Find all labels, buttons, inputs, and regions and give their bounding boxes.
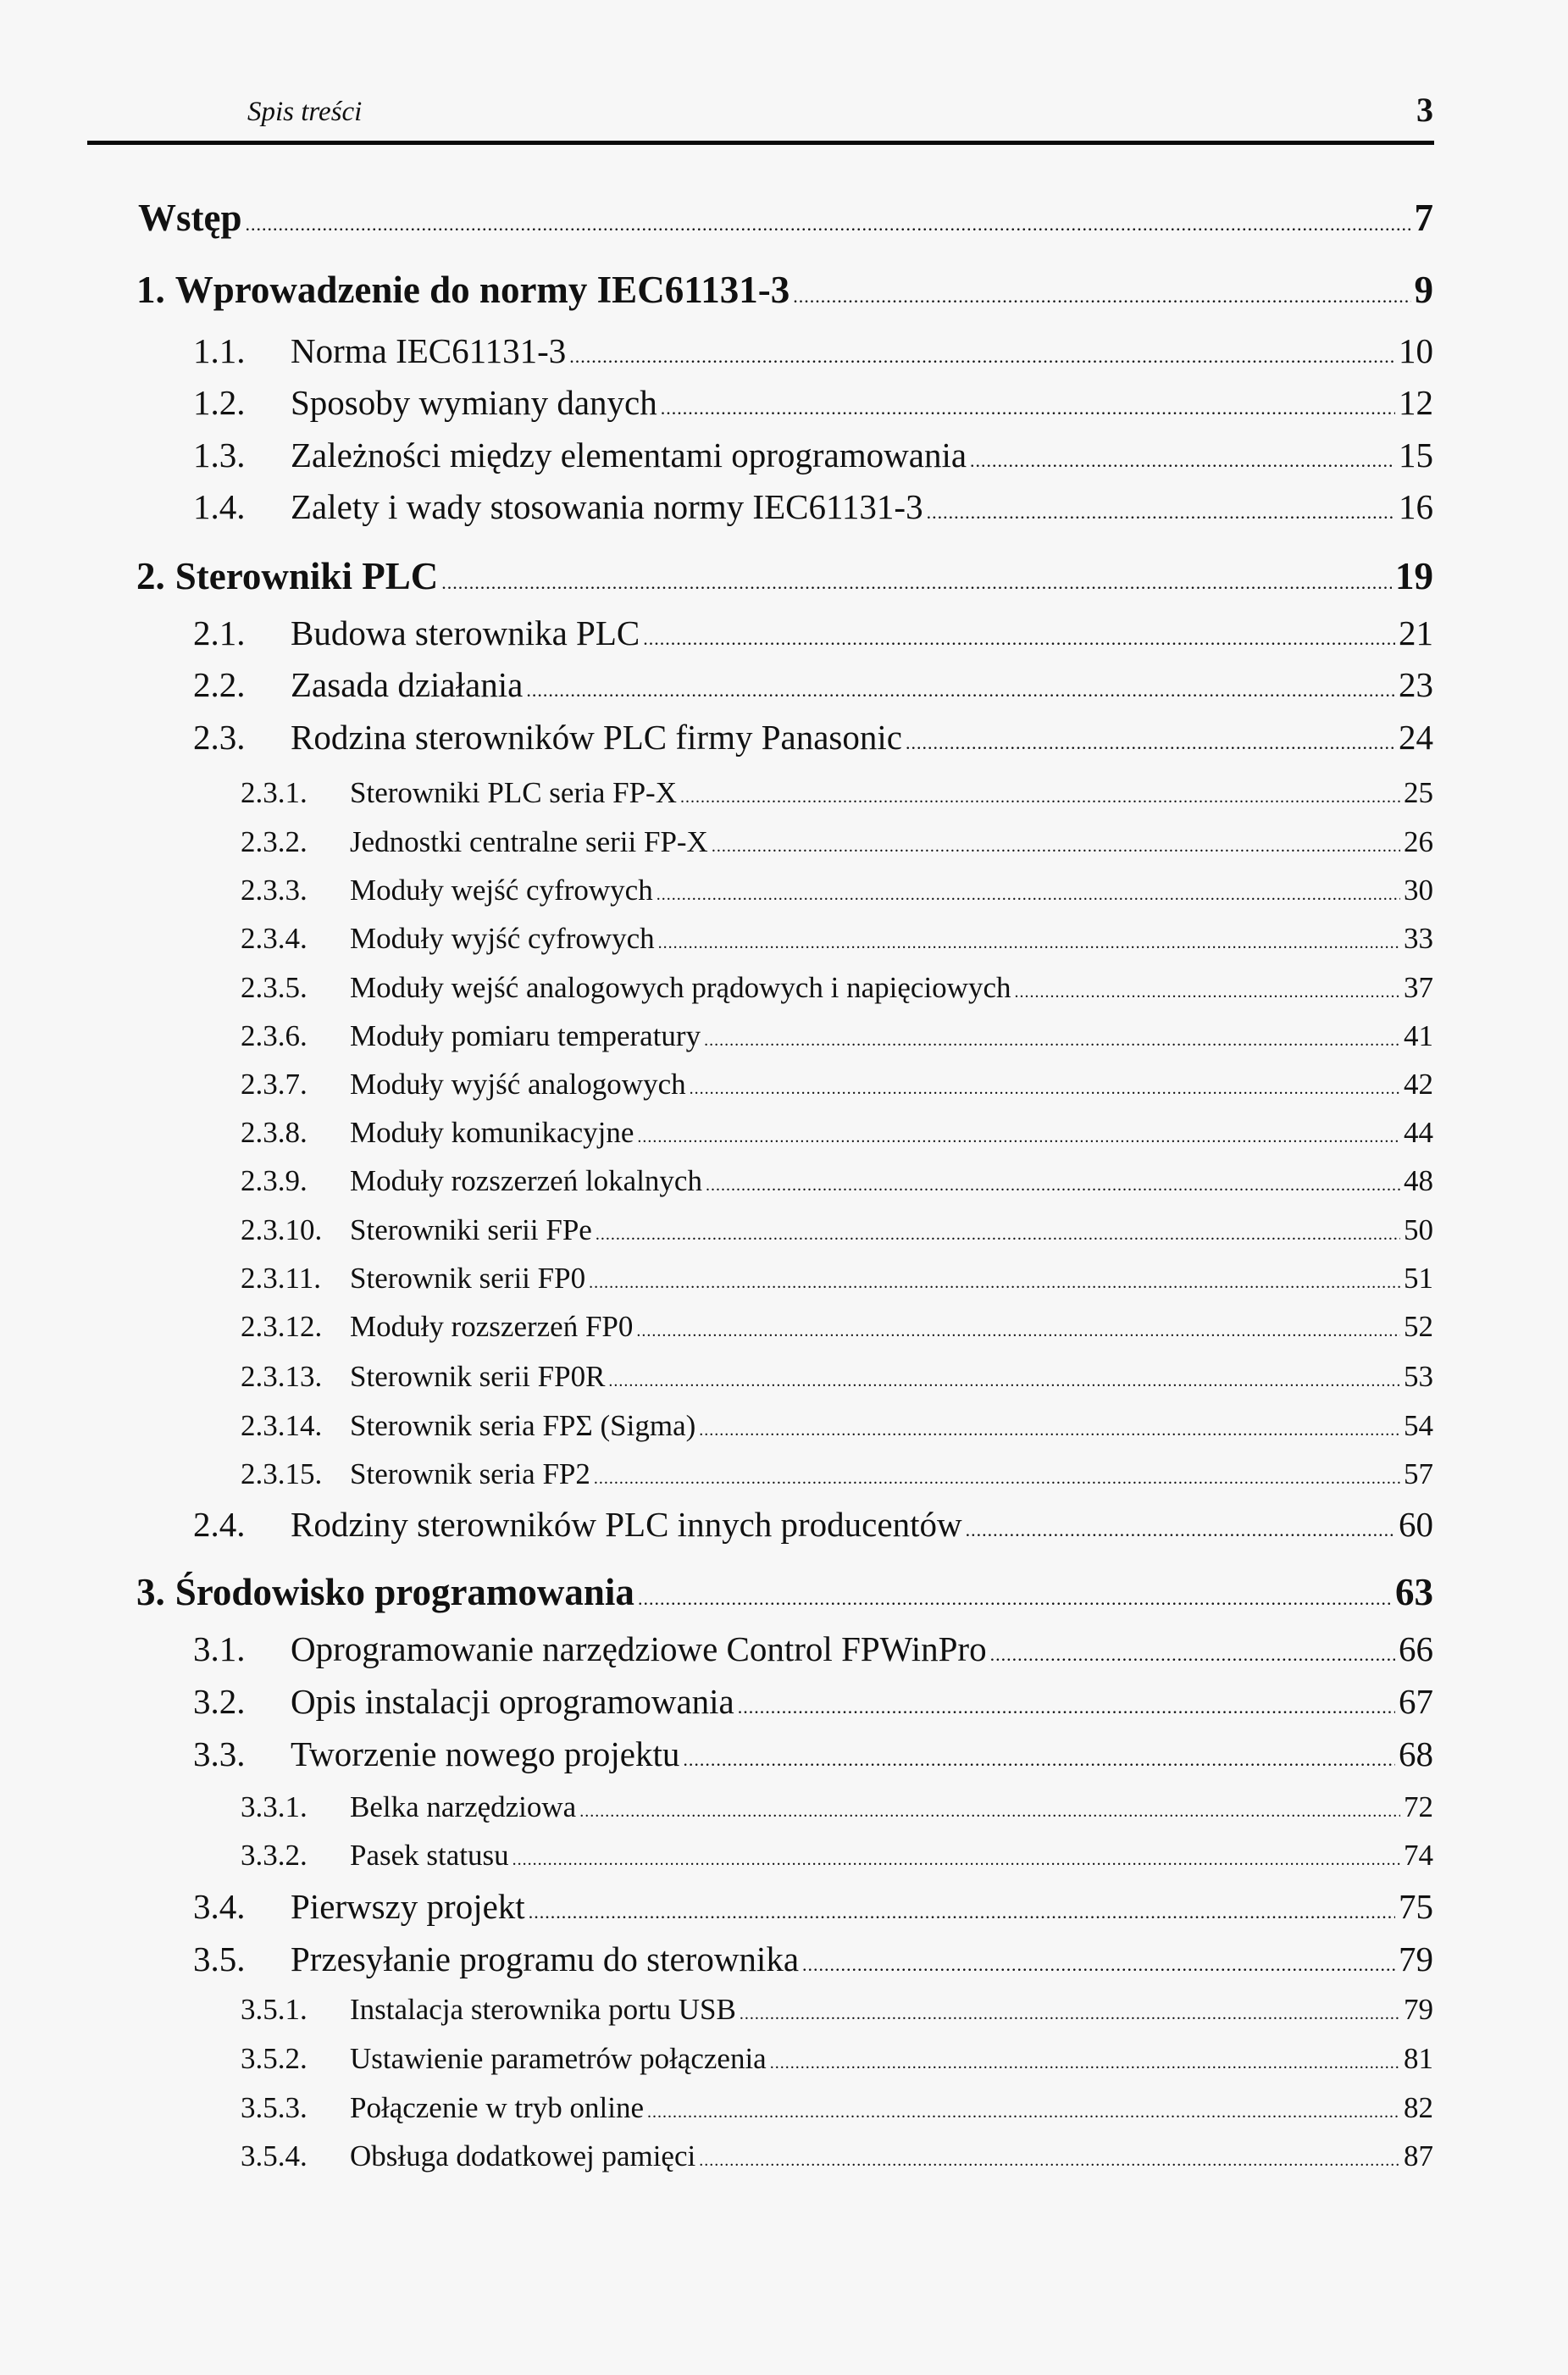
toc-entry-title: Jednostki centralne serii FP-X [350, 825, 708, 859]
toc-entry-title: Sterowniki PLC [175, 555, 439, 598]
dot-leader [638, 1578, 1392, 1620]
dot-leader [579, 1795, 1400, 1828]
dot-leader [740, 1997, 1400, 2031]
toc-entry[interactable] [0, 922, 1433, 960]
toc-entry-page-number: 26 [1404, 825, 1433, 859]
toc-entry-title: Moduły wyjść cyfrowych [350, 922, 655, 956]
toc-entry-title: Moduły wejść analogowych prądowych i napięciowych [350, 971, 1011, 1005]
dot-leader [526, 671, 1395, 710]
toc-entry-number: 2.1. [193, 613, 246, 652]
toc-entry[interactable] [0, 613, 1433, 658]
toc-entry[interactable] [0, 1019, 1433, 1057]
toc-entry-title: Sterownik seria FPΣ (Sigma) [350, 1409, 696, 1443]
toc-entry-page-number: 42 [1404, 1068, 1433, 1101]
toc-entry-title: Sterowniki serii FPe [350, 1213, 592, 1247]
toc-entry[interactable] [0, 1629, 1433, 1674]
toc-entry-title: Zasada działania [291, 664, 524, 704]
toc-entry-title: Sterowniki PLC seria FP-X [350, 776, 677, 810]
toc-entry-page-number: 81 [1404, 2042, 1433, 2076]
toc-entry-page-number: 66 [1399, 1629, 1433, 1668]
toc-entry-page-number: 12 [1399, 382, 1433, 422]
toc-entry[interactable] [0, 383, 1433, 428]
toc-entry-page-number: 50 [1404, 1213, 1433, 1247]
dot-leader [643, 619, 1395, 658]
toc-entry-page-number: 21 [1399, 613, 1433, 652]
toc-entry-number: 2.3.4. [241, 922, 308, 956]
toc-entry[interactable] [0, 1505, 1433, 1550]
dot-leader [513, 1843, 1400, 1877]
dot-leader [661, 389, 1395, 428]
toc-entry-page-number: 44 [1404, 1116, 1433, 1150]
toc-entry[interactable] [0, 1887, 1433, 1932]
toc-entry-number: 1.1. [193, 330, 246, 370]
toc-entry-number: 1. [136, 269, 165, 312]
dot-leader [647, 2095, 1400, 2129]
dot-leader [657, 878, 1400, 912]
toc-entry[interactable] [0, 331, 1433, 376]
toc-entry-page-number: 19 [1395, 555, 1433, 598]
toc-entry-title: Pierwszy projekt [291, 1886, 525, 1926]
toc-entry-number: 3.5.2. [241, 2042, 308, 2076]
toc-entry-number: 2.4. [193, 1504, 246, 1544]
header-rule [87, 141, 1434, 145]
toc-entry-title: Sterownik seria FP2 [350, 1457, 590, 1491]
toc-entry-page-number: 67 [1399, 1681, 1433, 1721]
toc-entry[interactable] [0, 776, 1433, 814]
toc-entry-page-number: 72 [1404, 1790, 1433, 1824]
toc-entry[interactable] [0, 1360, 1433, 1398]
toc-entry[interactable] [0, 269, 1433, 318]
toc-entry-number: 3.3. [193, 1734, 246, 1773]
toc-entry-page-number: 33 [1404, 922, 1433, 956]
toc-entry[interactable] [0, 1164, 1433, 1202]
toc-entry-number: 2.3.8. [241, 1116, 308, 1150]
toc-entry-page-number: 30 [1404, 874, 1433, 907]
toc-entry-number: 2.3.6. [241, 1019, 308, 1053]
toc-entry[interactable] [0, 1262, 1433, 1300]
dot-leader [802, 1945, 1395, 1984]
toc-entry-page-number: 9 [1414, 269, 1433, 312]
toc-entry-page-number: 87 [1404, 2139, 1433, 2173]
toc-entry-title: Przesyłanie programu do sterownika [291, 1939, 800, 1978]
toc-entry-page-number: 23 [1399, 664, 1433, 704]
dot-leader [738, 1688, 1395, 1727]
toc-entry[interactable] [0, 2091, 1433, 2129]
toc-entry-number: 3. [136, 1571, 165, 1614]
toc-entry[interactable] [0, 487, 1433, 532]
toc-entry-title: Rodzina sterowników PLC firmy Panasonic [291, 717, 902, 757]
toc-entry-number: 2.3.5. [241, 971, 308, 1005]
toc-entry-title: Moduły komunikacyjne [350, 1116, 634, 1150]
toc-entry-title: Rodziny sterowników PLC innych producentów [291, 1504, 962, 1544]
toc-entry-number: 2.3.10. [241, 1213, 323, 1247]
toc-entry-number: 3.2. [193, 1681, 246, 1721]
dot-leader [927, 493, 1395, 532]
dot-leader [246, 203, 1411, 246]
toc-entry-title: Sterownik serii FP0R [350, 1360, 606, 1394]
dot-leader [770, 2046, 1400, 2080]
toc-entry-page-number: 16 [1399, 486, 1433, 526]
toc-entry-number: 3.4. [193, 1886, 246, 1926]
toc-entry-page-number: 74 [1404, 1839, 1433, 1873]
toc-entry-page-number: 79 [1404, 1993, 1433, 2027]
dot-leader [529, 1893, 1395, 1932]
dot-leader [966, 1511, 1395, 1550]
toc-entry-page-number: 82 [1404, 2091, 1433, 2125]
toc-entry-page-number: 48 [1404, 1164, 1433, 1198]
toc-entry-page-number: 54 [1404, 1409, 1433, 1443]
toc-entry-page-number: 52 [1404, 1310, 1433, 1344]
toc-entry[interactable] [0, 2042, 1433, 2080]
toc-entry[interactable] [0, 436, 1433, 480]
toc-entry-number: 2.3.7. [241, 1068, 308, 1101]
toc-entry-number: 2.3.12. [241, 1310, 323, 1344]
toc-entry-title: Budowa sterownika PLC [291, 613, 640, 652]
toc-entry[interactable] [0, 2139, 1433, 2178]
toc-entry[interactable] [0, 1734, 1433, 1779]
toc-entry[interactable] [0, 1116, 1433, 1154]
dot-leader [690, 1072, 1400, 1106]
dot-leader [596, 1218, 1400, 1251]
dot-leader [683, 1740, 1395, 1779]
toc-entry-page-number: 24 [1399, 717, 1433, 757]
toc-entry[interactable] [0, 1457, 1433, 1495]
dot-leader [569, 337, 1395, 376]
toc-entry-page-number: 79 [1399, 1939, 1433, 1978]
toc-entry-number: 2.3.14. [241, 1409, 323, 1443]
toc-entry[interactable] [0, 1571, 1433, 1620]
dot-leader [712, 830, 1400, 863]
toc-entry-number: 3.3.2. [241, 1839, 308, 1873]
toc-entry-page-number: 63 [1395, 1571, 1433, 1614]
toc-entry-title: Sposoby wymiany danych [291, 382, 657, 422]
dot-leader [608, 1364, 1400, 1398]
toc-entry-page-number: 37 [1404, 971, 1433, 1005]
toc-entry-page-number: 25 [1404, 776, 1433, 810]
dot-leader [1014, 975, 1400, 1009]
toc-entry-page-number: 51 [1404, 1262, 1433, 1296]
toc-entry-number: 2. [136, 555, 165, 598]
page-number: 3 [1416, 91, 1433, 129]
toc-entry-page-number: 53 [1404, 1360, 1433, 1394]
dot-leader [699, 2144, 1400, 2178]
toc-entry-title: Wstęp [138, 197, 242, 240]
toc-entry-title: Instalacja sterownika portu USB [350, 1993, 736, 2027]
toc-entry-title: Zalety i wady stosowania normy IEC61131-3 [291, 486, 923, 526]
dot-leader [699, 1413, 1400, 1447]
toc-entry[interactable] [0, 1213, 1433, 1251]
toc-entry-title: Moduły rozszerzeń lokalnych [350, 1164, 702, 1198]
dot-leader [704, 1024, 1400, 1057]
toc-entry-title: Tworzenie nowego projektu [291, 1734, 680, 1773]
dot-leader [706, 1168, 1400, 1202]
toc-entry[interactable] [0, 1682, 1433, 1727]
toc-entry-page-number: 15 [1399, 435, 1433, 474]
toc-entry-title: Sterownik serii FP0 [350, 1262, 586, 1296]
toc-entry-title: Zależności między elementami oprogramowania [291, 435, 967, 474]
toc-entry-number: 3.3.1. [241, 1790, 308, 1824]
toc-entry-title: Obsługa dodatkowej pamięci [350, 2139, 696, 2173]
dot-leader [793, 275, 1410, 318]
toc-entry-number: 3.5.4. [241, 2139, 308, 2173]
toc-entry-number: 1.3. [193, 435, 246, 474]
toc-entry-number: 2.2. [193, 664, 246, 704]
toc-entry-page-number: 41 [1404, 1019, 1433, 1053]
toc-entry[interactable] [0, 1068, 1433, 1106]
toc-entry-title: Moduły rozszerzeń FP0 [350, 1310, 634, 1344]
toc-entry-title: Połączenie w tryb online [350, 2091, 644, 2125]
dot-leader [589, 1266, 1400, 1300]
toc-entry-number: 2.3.15. [241, 1457, 323, 1491]
toc-entry-number: 3.5. [193, 1939, 246, 1978]
toc-entry[interactable] [0, 971, 1433, 1009]
toc-entry[interactable] [0, 1939, 1433, 1984]
toc-entry[interactable] [0, 1310, 1433, 1348]
toc-entry[interactable] [0, 555, 1433, 604]
toc-entry-number: 1.4. [193, 486, 246, 526]
toc-entry-number: 2.3.13. [241, 1360, 323, 1394]
dot-leader [594, 1462, 1400, 1495]
toc-entry[interactable] [0, 1409, 1433, 1447]
toc-entry-title: Oprogramowanie narzędziowe Control FPWinPro [291, 1629, 987, 1668]
toc-entry[interactable] [0, 1993, 1433, 2031]
dot-leader [906, 724, 1395, 763]
toc-entry-page-number: 75 [1399, 1886, 1433, 1926]
toc-entry-number: 3.5.1. [241, 1993, 308, 2027]
toc-entry-number: 2.3.3. [241, 874, 308, 907]
toc-entry-page-number: 10 [1399, 330, 1433, 370]
toc-entry-title: Moduły wyjść analogowych [350, 1068, 686, 1101]
dot-leader [658, 926, 1400, 960]
toc-entry-title: Pasek statusu [350, 1839, 509, 1873]
dot-leader [637, 1120, 1400, 1154]
dot-leader [680, 780, 1400, 814]
toc-entry-page-number: 7 [1414, 197, 1433, 240]
toc-entry-number: 2.3.2. [241, 825, 308, 859]
toc-entry-title: Belka narzędziowa [350, 1790, 577, 1824]
toc-entry-number: 2.3. [193, 717, 246, 757]
toc-entry[interactable] [0, 197, 1433, 246]
toc-entry-title: Środowisko programowania [175, 1571, 634, 1614]
dot-leader [441, 562, 1392, 604]
dot-leader [970, 441, 1395, 480]
toc-entry-number: 2.3.9. [241, 1164, 308, 1198]
toc-entry[interactable] [0, 1839, 1433, 1877]
toc-entry-page-number: 60 [1399, 1504, 1433, 1544]
toc-entry-title: Wprowadzenie do normy IEC61131-3 [175, 269, 790, 312]
toc-entry-number: 1.2. [193, 382, 246, 422]
dot-leader [990, 1635, 1395, 1674]
toc-entry-number: 3.5.3. [241, 2091, 308, 2125]
toc-entry-title: Moduły wejść cyfrowych [350, 874, 653, 907]
running-head-title: Spis treści [247, 97, 363, 127]
toc-entry[interactable] [0, 825, 1433, 863]
toc-entry[interactable] [0, 1790, 1433, 1828]
toc-entry-number: 2.3.1. [241, 776, 308, 810]
toc-entry-title: Norma IEC61131-3 [291, 330, 567, 370]
toc-entry-number: 3.1. [193, 1629, 246, 1668]
toc-entry-title: Opis instalacji oprogramowania [291, 1681, 734, 1721]
toc-entry-number: 2.3.11. [241, 1262, 321, 1296]
toc-entry-title: Ustawienie parametrów połączenia [350, 2042, 767, 2076]
dot-leader [636, 1314, 1400, 1348]
toc-entry-page-number: 57 [1404, 1457, 1433, 1491]
toc-entry-page-number: 68 [1399, 1734, 1433, 1773]
toc-entry[interactable] [0, 874, 1433, 912]
toc-entry[interactable] [0, 665, 1433, 710]
toc-entry-title: Moduły pomiaru temperatury [350, 1019, 701, 1053]
toc-entry[interactable] [0, 718, 1433, 763]
